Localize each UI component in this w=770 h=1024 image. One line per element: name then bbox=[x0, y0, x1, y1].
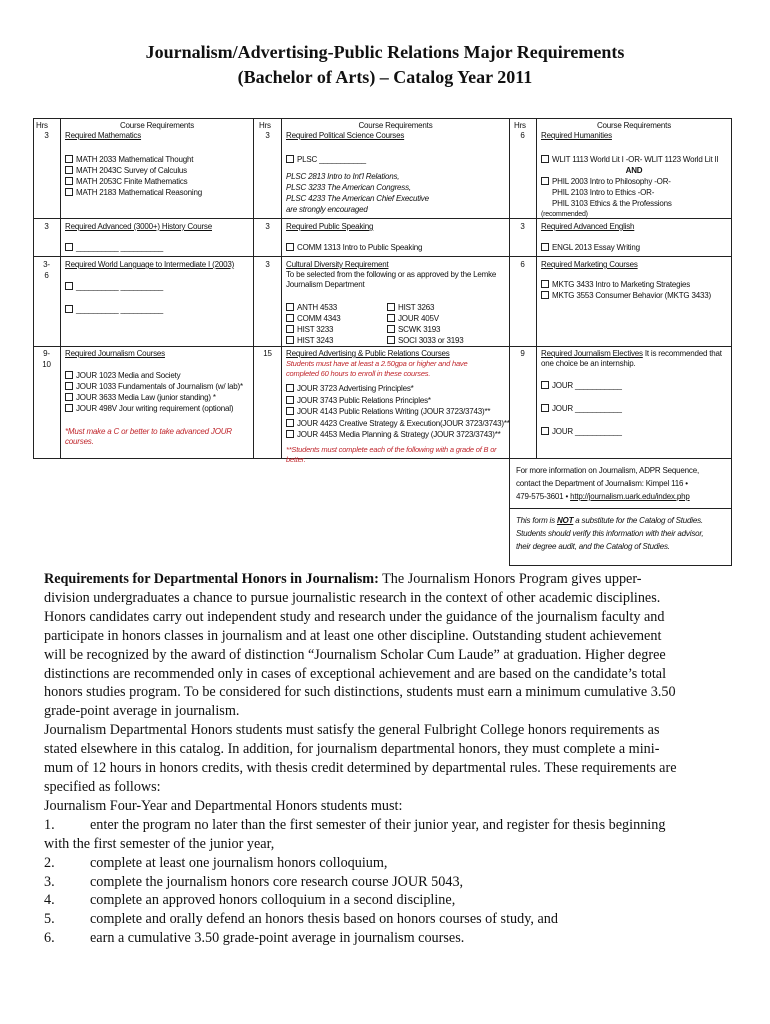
speaking-course: COMM 1313 Intro to Public Speaking bbox=[286, 242, 422, 253]
plsc-blank: PLSC ___________ bbox=[286, 154, 366, 165]
checkbox-icon[interactable] bbox=[65, 188, 73, 196]
english-course: ENGL 2013 Essay Writing bbox=[541, 242, 640, 253]
language-blank-1: __________ __________ bbox=[65, 281, 163, 292]
electives-title: Required Journalism Electives It is recommended that bbox=[541, 349, 722, 358]
adpr-title: Required Advertising & Public Relations Courses bbox=[286, 349, 450, 358]
math-title: Required Mathematics bbox=[65, 131, 142, 140]
honors-p2-line-2: stated elsewhere in this catalog. In addition, for journalism departmental honors, they must complete a mini- bbox=[44, 741, 660, 758]
marketing-course-1: MKTG 3433 Intro to Marketing Strategies bbox=[541, 279, 690, 290]
info-separator bbox=[509, 508, 732, 509]
speaking-title: Required Public Speaking bbox=[286, 222, 374, 231]
language-blank-2: __________ __________ bbox=[65, 304, 163, 315]
honors-p1-line-7: honors studies program. To be considered for such distinctions, students must earn a minimum cumulative 3.50 bbox=[44, 684, 676, 701]
plsc-note-3: PLSC 4233 The American Chief Executive bbox=[286, 194, 429, 203]
honors-list-item: 6. earn a cumulative 3.50 grade-point average in journalism courses. bbox=[44, 930, 465, 947]
hum-line-3: PHIL 2103 Intro to Ethics -OR- bbox=[552, 188, 655, 197]
hrs-header-1: Hrs bbox=[36, 121, 48, 130]
honors-list-item: 3. complete the journalism honors core research course JOUR 5043, bbox=[44, 873, 464, 890]
diversity-right-2: JOUR 405V bbox=[387, 313, 439, 324]
checkbox-icon[interactable] bbox=[65, 371, 73, 379]
electives-desc: one choice be an internship. bbox=[541, 359, 636, 368]
checkbox-icon[interactable] bbox=[286, 384, 294, 392]
adpr-foot-1: **Students must complete each of the following with a grade of B or bbox=[286, 445, 497, 454]
checkbox-icon[interactable] bbox=[387, 303, 395, 311]
checkbox-icon[interactable] bbox=[286, 303, 294, 311]
language-title: Required World Language to Intermediate I (2003) bbox=[65, 260, 235, 269]
elective-3: JOUR ___________ bbox=[541, 426, 622, 437]
checkbox-icon[interactable] bbox=[286, 419, 294, 427]
page-title-line2: (Bachelor of Arts) – Catalog Year 2011 bbox=[237, 67, 533, 87]
disclaimer-2: Students should verify this information with their advisor, bbox=[516, 529, 704, 538]
honors-p2-line-5: Journalism Four-Year and Departmental Honors students must: bbox=[44, 797, 403, 814]
checkbox-icon[interactable] bbox=[65, 177, 73, 185]
info-line-2: contact the Department of Journalism: Kimpel 116 • bbox=[516, 479, 688, 488]
honors-list-item: 5. complete and orally defend an honors thesis based on honors courses of study, and bbox=[44, 911, 558, 928]
diversity-right-3: SCWK 3193 bbox=[387, 324, 440, 335]
honors-section bbox=[44, 570, 726, 948]
plsc-note-1: PLSC 2813 Intro to Int'l Relations, bbox=[286, 172, 400, 181]
table-divider-4 bbox=[509, 118, 510, 566]
checkbox-icon[interactable] bbox=[541, 381, 549, 389]
info-line-1: For more information on Journalism, ADPR Sequence, bbox=[516, 466, 699, 475]
table-border-top bbox=[33, 118, 732, 119]
checkbox-icon[interactable] bbox=[65, 382, 73, 390]
journalism-website-link[interactable]: http://journalism.uark.edu/index.php bbox=[570, 492, 690, 501]
honors-p1-line-6: distinctions are recommended only in cases of exceptional achievement and are based on the candidate’s total bbox=[44, 665, 667, 682]
electives-hours: 9 bbox=[520, 349, 525, 358]
table-divider-2 bbox=[253, 118, 254, 458]
requirements-table bbox=[33, 118, 732, 566]
req-header-2: Course Requirements bbox=[358, 121, 433, 130]
language-hours: 3- 6 bbox=[43, 260, 50, 280]
math-course-1: MATH 2033 Mathematical Thought bbox=[65, 154, 193, 165]
row-separator-1 bbox=[33, 218, 732, 219]
checkbox-icon[interactable] bbox=[286, 407, 294, 415]
math-course-3: MATH 2053C Finite Mathematics bbox=[65, 176, 187, 187]
honors-list-item: 4. complete an approved honors colloquium in a second discipline, bbox=[44, 892, 456, 909]
adpr-note-2: completed 60 hours to enroll in these courses. bbox=[286, 369, 431, 378]
hum-line-4: PHIL 3103 Ethics & the Professions bbox=[552, 199, 672, 208]
adpr-note-1: Students must have at least a 2.50gpa or higher and have bbox=[286, 359, 468, 368]
hum-hours: 6 bbox=[520, 131, 525, 140]
checkbox-icon[interactable] bbox=[387, 314, 395, 322]
honors-p1-line-2: division undergraduates a chance to pursue journalistic research in the context of other academic disciplines. bbox=[44, 589, 661, 606]
adpr-hours: 15 bbox=[263, 349, 272, 358]
english-title: Required Advanced English bbox=[541, 222, 635, 231]
elective-2: JOUR ___________ bbox=[541, 403, 622, 414]
table-divider-3 bbox=[281, 118, 282, 458]
req-header-3: Course Requirements bbox=[596, 121, 671, 130]
checkbox-icon[interactable] bbox=[541, 177, 549, 185]
marketing-title: Required Marketing Courses bbox=[541, 260, 638, 269]
disclaimer-1: This form is NOT a substitute for the Catalog of Studies. bbox=[516, 516, 703, 525]
row-separator-3 bbox=[33, 346, 732, 347]
math-course-2: MATH 2043C Survey of Calculus bbox=[65, 165, 187, 176]
plsc-note-2: PLSC 3233 The American Congress, bbox=[286, 183, 411, 192]
journalism-course-2: JOUR 1033 Fundamentals of Journalism (w/ lab)* bbox=[65, 381, 243, 392]
checkbox-icon[interactable] bbox=[541, 404, 549, 412]
checkbox-icon[interactable] bbox=[65, 393, 73, 401]
diversity-desc-1: To be selected from the following or as approved by the Lemke bbox=[286, 270, 497, 279]
journalism-hours: 9- 10 bbox=[42, 349, 51, 369]
diversity-hours: 3 bbox=[265, 260, 270, 269]
hrs-header-2: Hrs bbox=[259, 121, 271, 130]
diversity-left-4: HIST 3243 bbox=[286, 335, 333, 346]
journalism-note-1: *Must make a C or better to take advanced JOUR bbox=[65, 427, 232, 436]
checkbox-icon[interactable] bbox=[65, 305, 73, 313]
checkbox-icon[interactable] bbox=[541, 155, 549, 163]
honors-p1-line-3: Honors candidates carry out independent study and research under the guidance of the journalism faculty and bbox=[44, 608, 665, 625]
diversity-left-2: COMM 4343 bbox=[286, 313, 341, 324]
honors-heading: Requirements for Departmental Honors in Journalism: bbox=[44, 571, 379, 587]
checkbox-icon[interactable] bbox=[541, 291, 549, 299]
page-title-line1: Journalism/Advertising-Public Relations Major Requirements bbox=[145, 42, 625, 62]
plsc-note-4: are strongly encouraged bbox=[286, 205, 368, 214]
diversity-right-1: HIST 3263 bbox=[387, 302, 434, 313]
honors-p1-line-4: participate in honors classes in journalism and at least one other discipline. Outstanding student achievement bbox=[44, 627, 662, 644]
honors-p2-line-3: mum of 12 hours in honors credits, with thesis credit determined by departmental rules. These requirements are bbox=[44, 760, 677, 777]
table-border-bottom bbox=[509, 565, 732, 566]
elective-1: JOUR ___________ bbox=[541, 380, 622, 391]
adpr-course-4: JOUR 4423 Creative Strategy & Execution(JOUR 3723/3743)** bbox=[286, 418, 510, 429]
history-hours: 3 bbox=[44, 222, 49, 231]
checkbox-icon[interactable] bbox=[65, 166, 73, 174]
checkbox-icon[interactable] bbox=[541, 427, 549, 435]
hum-title: Required Humanities bbox=[541, 131, 612, 140]
adpr-course-1: JOUR 3723 Advertising Principles* bbox=[286, 383, 414, 394]
table-border-right bbox=[731, 118, 732, 566]
honors-list-item: 2. complete at least one journalism honors colloquium, bbox=[44, 854, 388, 871]
checkbox-icon[interactable] bbox=[541, 243, 549, 251]
math-hours: 3 bbox=[44, 131, 49, 140]
hum-line-2: PHIL 2003 Intro to Philosophy -OR- bbox=[541, 176, 671, 187]
journalism-course-1: JOUR 1023 Media and Society bbox=[65, 370, 180, 381]
row-separator-2 bbox=[33, 256, 732, 257]
checkbox-icon[interactable] bbox=[286, 430, 294, 438]
hum-line-1: WLIT 1113 World Lit I -OR- WLIT 1123 World Lit II bbox=[541, 154, 719, 165]
diversity-title: Cultural Diversity Requirement bbox=[286, 260, 389, 269]
hrs-header-3: Hrs bbox=[514, 121, 526, 130]
checkbox-icon[interactable] bbox=[286, 314, 294, 322]
checkbox-icon[interactable] bbox=[286, 325, 294, 333]
math-course-4: MATH 2183 Mathematical Reasoning bbox=[65, 187, 202, 198]
english-hours: 3 bbox=[520, 222, 525, 231]
honors-p1-line-5: will be recognized by the award of distinction “Journalism Scholar Cum Laude” at graduation. Higher degree bbox=[44, 646, 666, 663]
checkbox-icon[interactable] bbox=[65, 404, 73, 412]
adpr-foot-2: better. bbox=[286, 455, 306, 464]
info-line-3: 479-575-3601 • http://journalism.uark.edu/index.php bbox=[516, 492, 690, 501]
checkbox-icon[interactable] bbox=[286, 243, 294, 251]
diversity-right-4: SOCI 3033 or 3193 bbox=[387, 335, 464, 346]
marketing-hours: 6 bbox=[520, 260, 525, 269]
hum-recommended: (recommended) bbox=[541, 211, 588, 218]
adpr-course-5: JOUR 4453 Media Planning & Strategy (JOUR 3723/3743)** bbox=[286, 429, 501, 440]
diversity-left-3: HIST 3233 bbox=[286, 324, 333, 335]
checkbox-icon[interactable] bbox=[65, 282, 73, 290]
diversity-left-1: ANTH 4533 bbox=[286, 302, 337, 313]
plsc-title: Required Political Science Courses bbox=[286, 131, 405, 140]
adpr-course-2: JOUR 3743 Public Relations Principles* bbox=[286, 395, 431, 406]
journalism-note-2: courses. bbox=[65, 437, 94, 446]
honors-p1-line-8: grade-point average in journalism. bbox=[44, 703, 240, 720]
checkbox-icon[interactable] bbox=[286, 155, 294, 163]
checkbox-icon[interactable] bbox=[65, 155, 73, 163]
checkbox-icon[interactable] bbox=[286, 396, 294, 404]
adpr-course-3: JOUR 4143 Public Relations Writing (JOUR 3723/3743)** bbox=[286, 406, 490, 417]
row-separator-4 bbox=[33, 458, 732, 459]
honors-list-item: with the first semester of the junior year, bbox=[44, 835, 275, 852]
journalism-title: Required Journalism Courses bbox=[65, 349, 165, 358]
checkbox-icon[interactable] bbox=[65, 243, 73, 251]
table-border-left bbox=[33, 118, 34, 458]
history-title: Required Advanced (3000+) History Course bbox=[65, 222, 212, 231]
honors-p2-line-1: Journalism Departmental Honors students must satisfy the general Fulbright College honors requirements as bbox=[44, 722, 660, 739]
diversity-desc-2: Journalism Department bbox=[286, 280, 365, 289]
req-header-1: Course Requirements bbox=[119, 121, 194, 130]
honors-list-item: 1. enter the program no later than the first semester of their junior year, and register for thesis beginning bbox=[44, 816, 666, 833]
speaking-hours: 3 bbox=[265, 222, 270, 231]
honors-p1-line-1: Requirements for Departmental Honors in Journalism: The Journalism Honors Program gives upper- bbox=[44, 571, 642, 587]
checkbox-icon[interactable] bbox=[387, 336, 395, 344]
checkbox-icon[interactable] bbox=[286, 336, 294, 344]
plsc-hours: 3 bbox=[265, 131, 270, 140]
hum-and: AND bbox=[625, 166, 643, 175]
history-blank: __________ __________ bbox=[65, 242, 163, 253]
disclaimer-3: their degree audit, and the Catalog of Studies. bbox=[516, 542, 670, 551]
journalism-course-3: JOUR 3633 Media Law (junior standing) * bbox=[65, 392, 216, 403]
marketing-course-2: MKTG 3553 Consumer Behavior (MKTG 3433) bbox=[541, 290, 711, 301]
table-divider-1 bbox=[60, 118, 61, 458]
checkbox-icon[interactable] bbox=[387, 325, 395, 333]
checkbox-icon[interactable] bbox=[541, 280, 549, 288]
honors-p2-line-4: specified as follows: bbox=[44, 778, 161, 795]
journalism-course-4: JOUR 498V Jour writing requirement (optional) bbox=[65, 403, 233, 414]
